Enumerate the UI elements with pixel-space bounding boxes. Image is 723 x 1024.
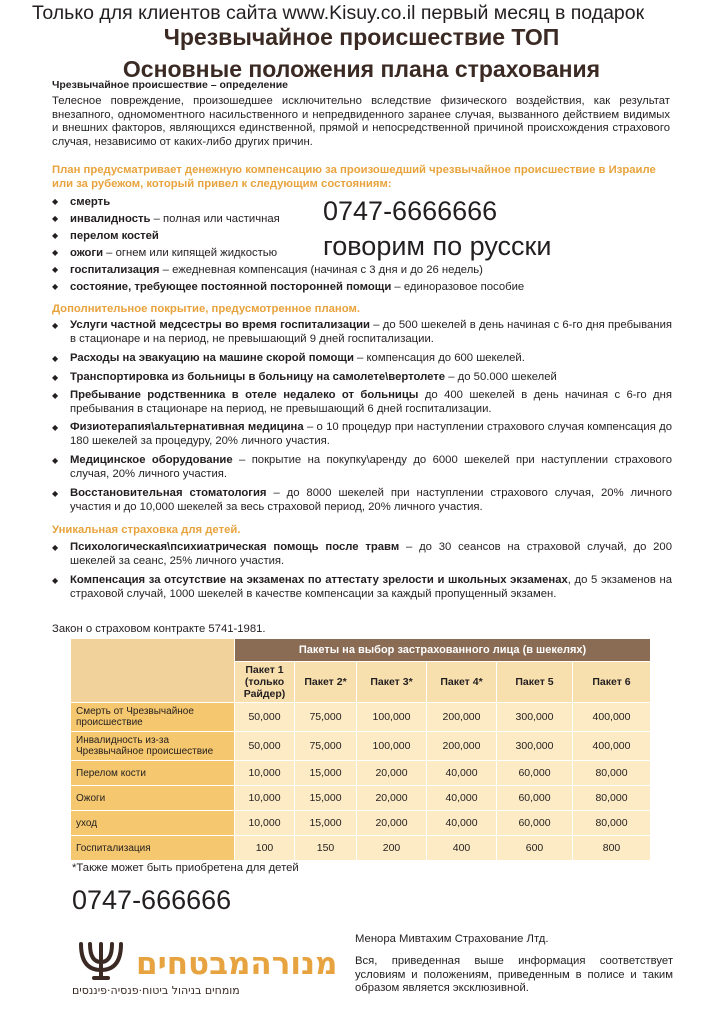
bullet-icon: ◆ — [52, 576, 59, 585]
table-header: Пакеты на выбор застрахованного лица (в шекелях) — [235, 639, 651, 662]
table-cell: 15,000 — [295, 761, 357, 786]
bullet-icon: ◆ — [52, 354, 59, 363]
package-header: Пакет 2* — [295, 662, 357, 703]
package-header: Пакет 3* — [357, 662, 427, 703]
table-row — [71, 761, 651, 786]
table-cell: 50,000 — [235, 732, 295, 761]
company-name: Менора Мивтахим Страхование Лтд. — [355, 933, 549, 945]
contact-phone: 0747-666666 — [72, 885, 232, 915]
row-label: Инвалидность из-за Чрезвычайное происшествие — [71, 732, 235, 761]
table-cell: 10,000 — [235, 786, 295, 811]
table-row — [71, 811, 651, 836]
bullet-icon: ◆ — [52, 248, 59, 257]
bullet-icon: ◆ — [52, 423, 59, 432]
coverage-item: ◆ Услуги частной медсестры во время госпитализации – до 500 шекелей в день начиная с 6-го дня пребывания в стационаре и на период, не превышающий 9 дней госпитализации. — [52, 319, 672, 345]
definition-heading: Чрезвычайное происшествие – определение — [52, 79, 289, 91]
table-cell: 400,000 — [573, 703, 651, 732]
coverage-item: ◆ Восстановительная стоматология – до 8000 шекелей при наступлении страхового случая, 20% личного участия и до 10,000 шекелей за весь страховой период, 20% личного участия. — [52, 487, 672, 513]
condition-item: ◆ ожоги – огнем или кипящей жидкостью — [52, 247, 278, 259]
coverage-item: ◆ Транспортировка из больницы в больницу на самолете\вертолете – до 50.000 шекелей — [52, 371, 557, 383]
condition-item: ◆ состояние, требующее постоянной посторонней помощи – единоразовое пособие — [52, 281, 525, 293]
coverage-item: ◆ Физиотерапия\альтернативная медицина – о 10 процедур при наступлении страхового случая компенсация до 180 шекелей за процедуру, 20% личного участия. — [52, 421, 673, 447]
table-cell: 75,000 — [295, 703, 357, 732]
table-cell: 15,000 — [295, 786, 357, 811]
table-cell: 400,000 — [573, 732, 651, 761]
coverage-item: ◆ Расходы на эвакуацию на машине скорой помощи – компенсация до 600 шекелей. — [52, 352, 525, 364]
bullet-icon: ◆ — [52, 214, 59, 223]
table-row — [71, 732, 651, 761]
table-cell: 60,000 — [497, 761, 573, 786]
table-cell: 20,000 — [357, 786, 427, 811]
table-row — [71, 703, 651, 732]
table-row — [71, 786, 651, 811]
bullet-icon: ◆ — [52, 543, 59, 552]
table-corner — [71, 639, 235, 703]
bullet-icon: ◆ — [52, 282, 59, 291]
table-cell: 40,000 — [427, 786, 497, 811]
table-cell: 200,000 — [427, 732, 497, 761]
bullet-icon: ◆ — [52, 373, 59, 382]
page-title: Чрезвычайное происшествие ТОП — [163, 24, 560, 50]
table-cell: 10,000 — [235, 811, 295, 836]
promo-banner: Только для клиентов сайта www.Kisuy.co.il первый месяц в подарок — [32, 2, 645, 24]
logo-tagline: מומחים בניהול ביטוח·פנסיה·פיננסים — [72, 984, 240, 997]
kids-item: ◆ Компенсация за отсутствие на экзаменах по аттестату зрелости и школьных экзаменах, до 5 экзаменов на страховой случай, 1000 шекелей в качестве компенсации за каждый пропущенный экзамен. — [52, 574, 672, 600]
table-cell: 100,000 — [357, 703, 427, 732]
bullet-icon: ◆ — [52, 321, 59, 330]
package-header: Пакет 5 — [497, 662, 573, 703]
table-cell: 600 — [497, 836, 573, 861]
disclaimer: Вся, приведенная выше информация соответствует условиям и положениям, приведенным в полисе и таким образом является эксклюзивной. — [355, 955, 673, 995]
table-cell: 100 — [235, 836, 295, 861]
plan-intro: План предусматривает денежную компенсацию за произошедший чрезвычайное происшествие в Израиле или за рубежом, который привел к следующим состояниям: — [52, 164, 656, 190]
table-cell: 200,000 — [427, 703, 497, 732]
row-label: уход — [71, 811, 235, 836]
law-reference: Закон о страховом контракте 5741-1981. — [52, 623, 266, 635]
table-cell: 150 — [295, 836, 357, 861]
package-header: Пакет 4* — [427, 662, 497, 703]
condition-item: ◆ инвалидность – полная или частичная — [52, 213, 280, 225]
table-cell: 80,000 — [573, 786, 651, 811]
table-cell: 40,000 — [427, 761, 497, 786]
table-cell: 300,000 — [497, 732, 573, 761]
condition-item: ◆ смерть — [52, 196, 111, 208]
bullet-icon: ◆ — [52, 456, 59, 465]
condition-item: ◆ перелом костей — [52, 230, 159, 242]
coverage-item: ◆ Пребывание родственника в отеле недалеко от больницы до 400 шекелей в день начиная с 6-го дня пребывания в стационаре на период, не превышающий 6 дней госпитализации. — [52, 389, 672, 415]
page-subtitle: Основные положения плана страхования — [122, 56, 601, 82]
package-header: Пакет 6 — [573, 662, 651, 703]
packages-table — [70, 638, 651, 861]
table-cell: 80,000 — [573, 811, 651, 836]
table-cell: 60,000 — [497, 811, 573, 836]
kids-item: ◆ Психологическая\психиатрическая помощь после травм – до 30 сеансов на страховой случай, до 200 шекелей за сеанс, 25% личного участия. — [52, 541, 672, 567]
table-cell: 15,000 — [295, 811, 357, 836]
definition-text: Телесное повреждение, произошедшее исключительно вследствие физического воздействия, как результат внезапного, одномоментного насильственного и непредвиденного заранее случая, вызванного действием видимых и внешних факторов, являющихся единственной, прямой и непосредственной причиной происхождения страхового случая, независимо от каких-либо других причин. — [52, 95, 670, 148]
table-cell: 20,000 — [357, 811, 427, 836]
row-label: Перелом кости — [71, 761, 235, 786]
bullet-icon: ◆ — [52, 231, 59, 240]
additional-coverage-heading: Дополнительное покрытие, предусмотренное планом. — [52, 303, 360, 315]
table-cell: 300,000 — [497, 703, 573, 732]
table-cell: 10,000 — [235, 761, 295, 786]
kids-coverage-heading: Уникальная страховка для детей. — [52, 524, 241, 536]
table-cell: 200 — [357, 836, 427, 861]
table-cell: 800 — [573, 836, 651, 861]
table-row — [71, 836, 651, 861]
table-cell: 80,000 — [573, 761, 651, 786]
table-cell: 60,000 — [497, 786, 573, 811]
table-cell: 100,000 — [357, 732, 427, 761]
coverage-item: ◆ Медицинское оборудование – покрытие на покупку\аренду до 6000 шекелей при наступлении страхового случая, 20% личного участия. — [52, 454, 672, 480]
table-cell: 400 — [427, 836, 497, 861]
row-label: Госпитализация — [71, 836, 235, 861]
overlay-phone: 0747-6666666 — [323, 196, 498, 226]
bullet-icon: ◆ — [52, 197, 59, 206]
menorah-logo-icon — [70, 936, 132, 984]
overlay-note: говорим по русски — [323, 231, 552, 261]
condition-item: ◆ госпитализация – ежедневная компенсация (начиная с 3 дня и до 26 недель) — [52, 264, 483, 276]
table-cell: 40,000 — [427, 811, 497, 836]
bullet-icon: ◆ — [52, 265, 59, 274]
table-cell: 20,000 — [357, 761, 427, 786]
table-cell: 50,000 — [235, 703, 295, 732]
bullet-icon: ◆ — [52, 391, 59, 400]
table-cell: 75,000 — [295, 732, 357, 761]
row-label: Смерть от Чрезвычайное происшествие — [71, 703, 235, 732]
row-label: Ожоги — [71, 786, 235, 811]
logo-wordmark: מנורהמבטחים — [136, 946, 338, 982]
table-footnote: *Также может быть приобретена для детей — [72, 862, 299, 874]
package-header: Пакет 1 (только Райдер) — [235, 662, 295, 703]
bullet-icon: ◆ — [52, 489, 59, 498]
